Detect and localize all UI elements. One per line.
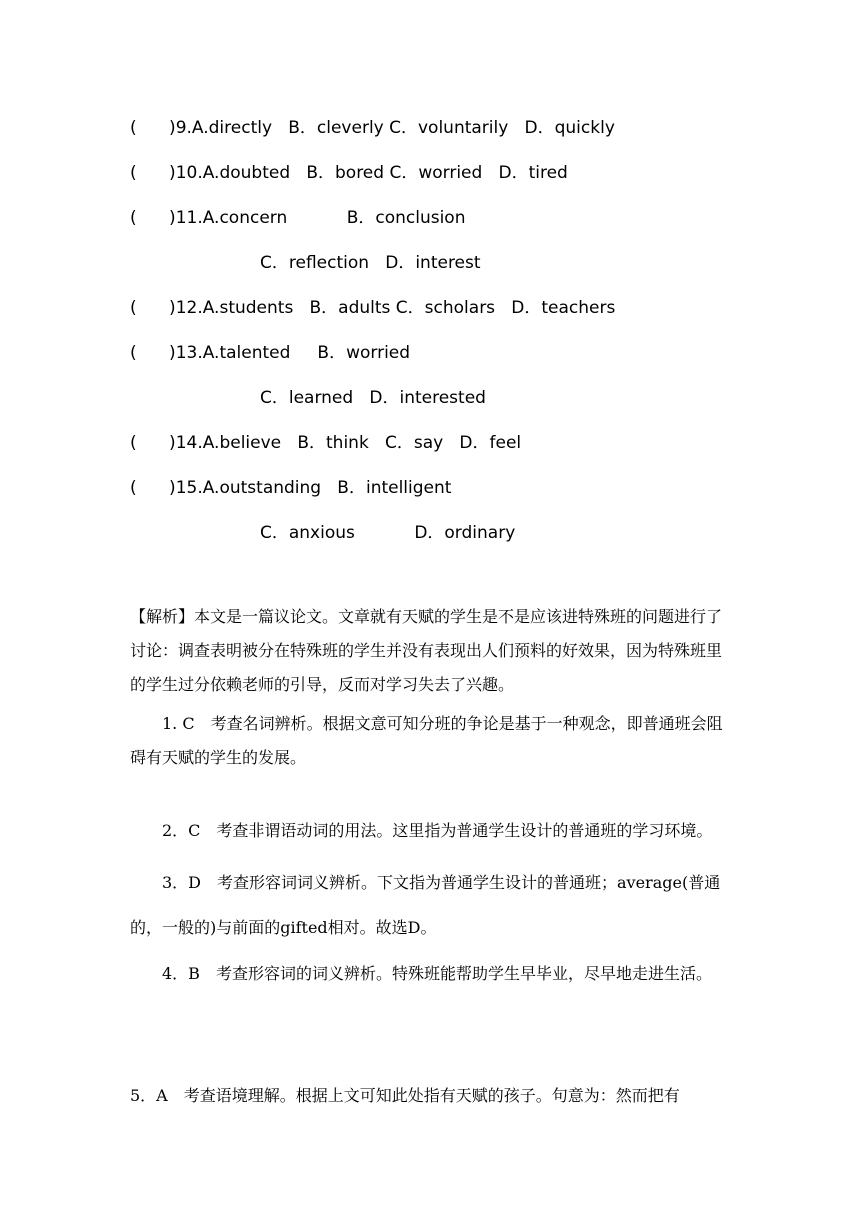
question-12: ( )12.A.students B．adults C．scholars D．teachers bbox=[130, 298, 616, 318]
analysis-answer-2: 2．C 考查非谓语动词的用法。这里指为普通学生设计的普通班的学习环境。 bbox=[162, 821, 713, 840]
question-15: ( )15.A.outstanding B．intelligent bbox=[130, 478, 452, 498]
question-10: ( )10.A.doubted B．bored C．worried D．tired bbox=[130, 163, 568, 183]
analysis-answer-3: 3．D 考查形容词词义辨析。下文指为普通学生设计的普通班；average(普通的，一般的)与前面的gifted相对。故选D。 bbox=[130, 873, 721, 937]
question-13: ( )13.A.talented B．worried bbox=[130, 343, 411, 363]
question-11: ( )11.A.concern B．conclusion bbox=[130, 208, 466, 228]
question-14: ( )14.A.believe B．think C．say D．feel bbox=[130, 433, 522, 453]
question-15-options-cd: C．anxious D．ordinary bbox=[260, 523, 516, 543]
question-11-options-cd: C．reflection D．interest bbox=[260, 253, 481, 273]
analysis-intro: 【解析】本文是一篇议论文。文章就有天赋的学生是不是应该进特殊班的问题进行了讨论：调查表明被分在特殊班的学生并没有表现出人们预料的好效果，因为特殊班里的学生过分依赖老师的引导，反而对学习失去了兴趣。 bbox=[130, 607, 723, 694]
question-9: ( )9.A.directly B．cleverly C．voluntarily D．quickly bbox=[130, 118, 615, 138]
analysis-answer-5: 5．A 考查语境理解。根据上文可知此处指有天赋的孩子。句意为：然而把有 bbox=[130, 1086, 680, 1105]
analysis-answer-4: 4．B 考查形容词的词义辨析。特殊班能帮助学生早毕业，尽早地走进生活。 bbox=[162, 964, 712, 983]
analysis-answer-1: 1. C 考查名词辨析。根据文意可知分班的争论是基于一种观念，即普通班会阻碍有天赋的学生的发展。 bbox=[130, 714, 723, 767]
question-13-options-cd: C．learned D．interested bbox=[260, 388, 486, 408]
